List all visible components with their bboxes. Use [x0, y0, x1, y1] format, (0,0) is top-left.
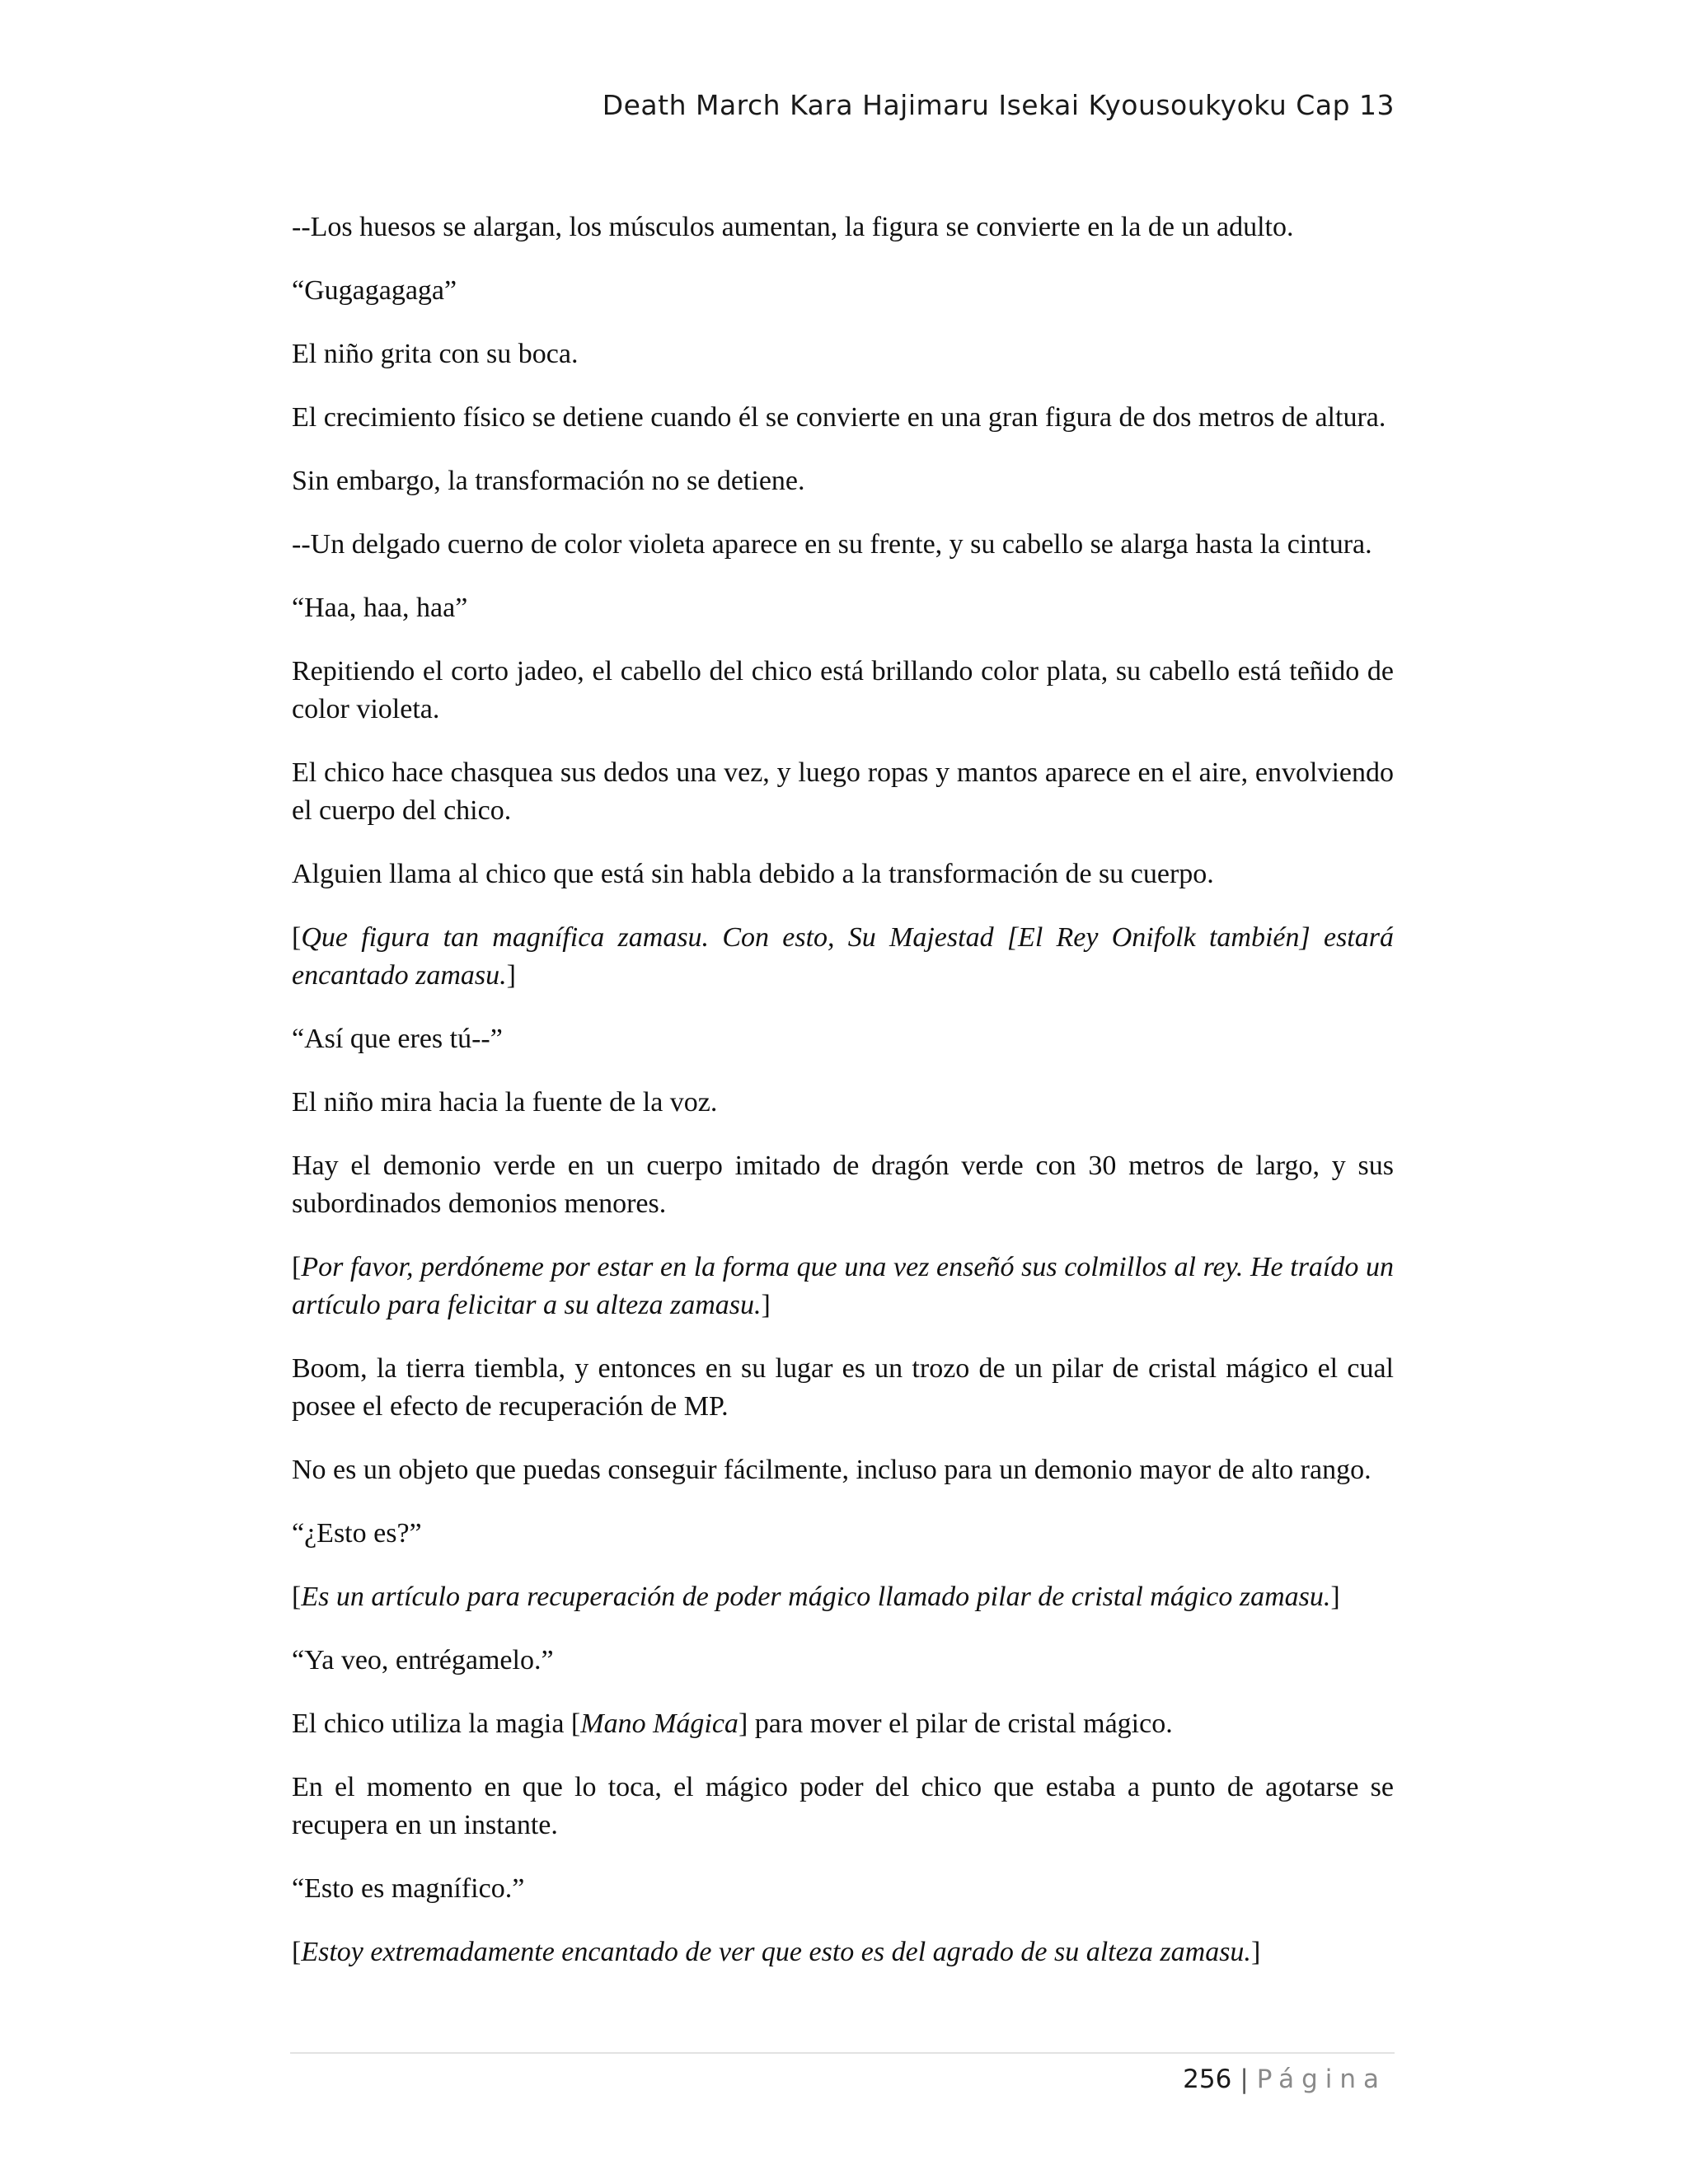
page-word: Página — [1256, 2064, 1386, 2094]
paragraph: El niño grita con su boca. — [292, 339, 579, 369]
paragraph: El chico utiliza la magia [Mano Mágica] para mover el pilar de cristal mágico. — [292, 1708, 1173, 1739]
paragraph: Alguien llama al chico que está sin habla debido a la transformación de su cuerpo. — [292, 859, 1214, 889]
footer-separator: | — [1240, 2064, 1249, 2094]
running-header: Death March Kara Hajimaru Isekai Kyousoukyoku Cap 13 — [602, 89, 1395, 121]
paragraph: “Haa, haa, haa” — [292, 593, 468, 623]
body-text — [292, 209, 1394, 1997]
footer-divider — [290, 2052, 1395, 2054]
paragraph: En el momento en que lo toca, el mágico poder del chico que estaba a punto de agotarse se recupera en un instante. — [292, 1772, 1394, 1840]
paragraph: Repitiendo el corto jadeo, el cabello del chico está brillando color plata, su cabello está teñido de color violeta. — [292, 656, 1394, 724]
paragraph: “Ya veo, entrégamelo.” — [292, 1645, 554, 1675]
paragraph: [Que figura tan magnífica zamasu. Con esto, Su Majestad [El Rey Onifolk también] estará encantado zamasu.] — [292, 922, 1394, 991]
paragraph: “Gugagagaga” — [292, 275, 457, 306]
paragraph: “Esto es magnífico.” — [292, 1873, 525, 1904]
page-footer — [290, 2064, 1386, 2094]
paragraph: “Así que eres tú--” — [292, 1024, 503, 1054]
paragraph: Hay el demonio verde en un cuerpo imitado de dragón verde con 30 metros de largo, y sus subordinados demonios menores. — [292, 1151, 1394, 1219]
paragraph: --Los huesos se alargan, los músculos aumentan, la figura se convierte en la de un adulto. — [292, 212, 1294, 242]
paragraph: No es un objeto que puedas conseguir fácilmente, incluso para un demonio mayor de alto rango. — [292, 1455, 1372, 1485]
paragraph: Sin embargo, la transformación no se detiene. — [292, 466, 805, 496]
paragraph: [Por favor, perdóneme por estar en la forma que una vez enseñó sus colmillos al rey. He traído un artículo para felicitar a su alteza zamasu.] — [292, 1252, 1394, 1320]
page-number: 256 — [1183, 2064, 1232, 2094]
paragraph: [Es un artículo para recuperación de poder mágico llamado pilar de cristal mágico zamasu.] — [292, 1582, 1340, 1612]
paragraph: El niño mira hacia la fuente de la voz. — [292, 1087, 718, 1118]
paragraph: Boom, la tierra tiembla, y entonces en su lugar es un trozo de un pilar de cristal mágico el cual posee el efecto de recuperación de MP. — [292, 1353, 1394, 1422]
paragraph: “¿Esto es?” — [292, 1518, 422, 1549]
paragraph: El crecimiento físico se detiene cuando él se convierte en una gran figura de dos metros de altura. — [292, 402, 1386, 433]
paragraph: --Un delgado cuerno de color violeta aparece en su frente, y su cabello se alarga hasta la cintura. — [292, 529, 1372, 560]
paragraph: El chico hace chasquea sus dedos una vez, y luego ropas y mantos aparece en el aire, envolviendo el cuerpo del chico. — [292, 757, 1394, 826]
paragraph: [Estoy extremadamente encantado de ver que esto es del agrado de su alteza zamasu.] — [292, 1937, 1261, 1967]
